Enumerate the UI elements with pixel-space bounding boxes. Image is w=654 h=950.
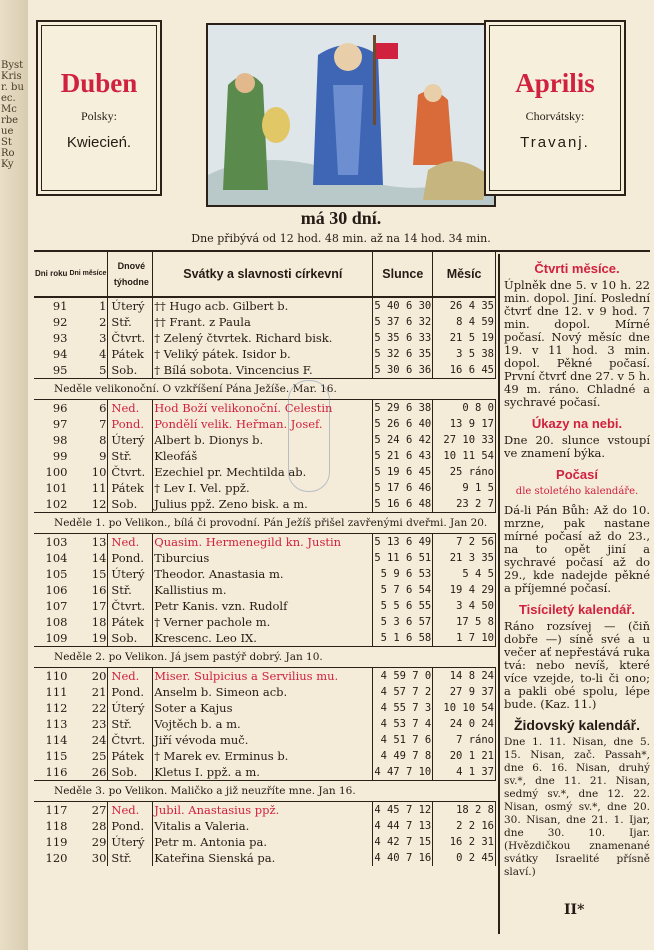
weekday: Stř.: [108, 850, 153, 866]
sun-times: 5 9 6 53: [373, 566, 433, 582]
feast-name: † Verner pachole m.: [153, 614, 373, 630]
day-of-month: 4: [68, 346, 107, 362]
weekday: Stř.: [108, 716, 153, 732]
day-of-month: 2: [68, 314, 107, 330]
day-of-month: 22: [68, 700, 107, 716]
day-row: [34, 582, 496, 598]
weekday: Úterý: [108, 700, 153, 716]
weekday: Pátek: [108, 614, 153, 630]
day-row: [34, 362, 496, 379]
sun-times: 5 35 6 33: [374, 332, 432, 344]
day-of-month: 5: [68, 362, 107, 379]
col-mesic: Měsíc: [433, 252, 496, 297]
calendar-table: [34, 252, 496, 866]
feast-name: Vojtěch b. a m.: [153, 716, 373, 732]
day-of-month: 15: [68, 566, 107, 582]
moon-times: 27 10 33: [433, 432, 496, 448]
weekday: Stř.: [108, 582, 153, 598]
day-of-month: 12: [68, 496, 107, 513]
moon-phases-text: Úplněk dne 5. v 10 h. 22 min. dopol. Jiní. Poslední čtvrť dne 12. v 9 hod. 7 min. dopol. Mírné počasí. Nový měsíc dne 19. v 11 hod. 3 min. dopol. Pěkné počasí. První čtvrť dne 27. v 5 h. 49 m. ráno. Chladné a sychravé počasí.: [504, 278, 650, 409]
day-of-year: 120: [45, 851, 68, 865]
moon-times: 2 2 16: [433, 818, 496, 834]
day-of-year: 91: [52, 299, 68, 313]
day-row: [34, 534, 496, 551]
day-row: [34, 314, 496, 330]
sun-times: 4 53 7 4: [373, 716, 433, 732]
moon-times: 26 4 35: [433, 297, 496, 314]
col-dni-roku: Dni roku: [34, 252, 68, 297]
moon-times: 23 2 7: [433, 496, 496, 513]
weekday: Sob.: [108, 764, 153, 781]
day-row: [34, 297, 496, 314]
moon-times: 18 2 8: [433, 802, 496, 819]
stamp-mark: [288, 380, 330, 492]
day-of-month: 13: [68, 534, 107, 551]
moon-times: 27 9 37: [433, 684, 496, 700]
sun-times: 5 13 6 49: [373, 534, 433, 551]
month-czech: Duben: [60, 68, 138, 98]
feast-name: Pondělí velik. Heřman. Josef.: [153, 416, 373, 432]
day-of-year: 98: [52, 433, 68, 447]
day-of-year: 109: [45, 631, 68, 645]
day-row: [34, 834, 496, 850]
sidebar: [504, 262, 650, 887]
sun-times: 5 32 6 35: [374, 348, 432, 360]
day-row: [34, 818, 496, 834]
day-of-year: 116: [45, 765, 68, 779]
weekday: Pátek: [108, 346, 153, 362]
moon-times: 21 3 35: [433, 550, 496, 566]
sun-times: 5 11 6 51: [374, 552, 432, 564]
day-of-month: 28: [68, 818, 107, 834]
day-of-year: 106: [45, 583, 68, 597]
polish-month: Kwiecień.: [66, 134, 132, 151]
weekday: Ned.: [108, 400, 153, 417]
feast-name: Jubil. Anastasius ppž.: [153, 802, 373, 819]
day-row: [34, 432, 496, 448]
day-of-month: 21: [68, 684, 107, 700]
feast-name: Kateřina Sienská pa.: [153, 850, 373, 866]
week-gospel-row: [34, 781, 496, 802]
feast-name: † Veliký pátek. Isidor b.: [153, 346, 373, 362]
sun-times: 5 5 6 55: [373, 598, 433, 614]
polish-label: Polsky:: [80, 109, 117, 123]
sun-times: 4 47 7 10: [373, 764, 433, 781]
day-row: [34, 700, 496, 716]
millennial-text: Ráno rozsívej — (čiň dobře —) síně své a u večer ať nepřestává ruka tvá: nebo nevíš, které více vzejde, to-li či ono; a pakli obé spolu, lépe bude. (Kaz. 11.): [504, 619, 650, 711]
weekday: Úterý: [108, 297, 153, 314]
calendar-page: [28, 0, 654, 950]
sun-times: 5 7 6 54: [373, 582, 433, 598]
feast-name: †† Frant. z Paula: [153, 314, 373, 330]
day-row: [34, 598, 496, 614]
feast-name: Tiburcius: [153, 550, 373, 566]
feast-name: Vitalis a Valeria.: [153, 818, 373, 834]
sky-text: Dne 20. slunce vstoupí ve znamení býka.: [504, 433, 650, 460]
feast-name: † Zelený čtvrtek. Richard bisk.: [153, 330, 373, 346]
day-of-year: 107: [45, 599, 68, 613]
weekday: Úterý: [108, 834, 153, 850]
sun-times: 5 37 6 32: [374, 316, 432, 328]
day-row: [34, 748, 496, 764]
day-row: [34, 684, 496, 700]
day-of-month: 18: [68, 614, 107, 630]
moon-times: 13 9 17: [433, 416, 496, 432]
moon-times: 19 4 29: [433, 582, 496, 598]
week-gospel-row: [34, 647, 496, 668]
day-row: [34, 496, 496, 513]
day-of-month: 29: [68, 834, 107, 850]
day-of-month: 25: [68, 748, 107, 764]
sun-times: 5 17 6 46: [374, 482, 432, 494]
feast-name: † Marek ev. Erminus b.: [153, 748, 373, 764]
moon-times: 10 10 54: [433, 700, 496, 716]
feast-name: Krescenc. Leo IX.: [153, 630, 373, 647]
croatian-month: Travanj.: [520, 134, 590, 151]
day-of-year: 94: [52, 347, 68, 361]
day-row: [34, 764, 496, 781]
moon-times: 16 6 45: [433, 362, 496, 379]
sun-times: 5 29 6 38: [373, 400, 433, 417]
weekday: Čtvrt.: [108, 598, 153, 614]
weather-subheading: dle stoletého kalendáře.: [515, 486, 639, 497]
weekday: Sob.: [108, 630, 153, 647]
moon-times: 1 7 10: [433, 630, 496, 647]
sun-times: 5 3 6 57: [373, 614, 433, 630]
feast-name: † Lev I. Vel. ppž.: [153, 480, 373, 496]
sun-times: 4 49 7 8: [373, 748, 433, 764]
moon-times: 5 4 5: [433, 566, 496, 582]
moon-phases-heading: Čtvrti měsíce.: [534, 261, 620, 276]
sun-times: 5 24 6 42: [374, 434, 432, 446]
feast-name: Quasim. Hermenegild kn. Justin: [153, 534, 373, 551]
feast-name: Petr m. Antonia pa.: [153, 834, 373, 850]
sun-times: 4 40 7 16: [374, 852, 432, 864]
gospel-text: Neděle velikonoční. O vzkříšení Pána Ježíše. Mar. 16.: [34, 379, 496, 400]
feast-name: Hod Boží velikonoční. Celestin: [153, 400, 373, 417]
day-row: [34, 716, 496, 732]
moon-times: 14 8 24: [433, 668, 496, 685]
day-of-month: 30: [68, 850, 107, 866]
day-of-month: 9: [68, 448, 107, 464]
month-latin: Aprilis: [515, 68, 595, 98]
gospel-text: Neděle 1. po Velikon., bílá či provodní. Pán Ježíš přišel zavřenými dveřmi. Jan 20.: [34, 513, 496, 534]
moon-times: 9 1 5: [433, 480, 496, 496]
day-row: [34, 614, 496, 630]
feast-name: Kallistius m.: [153, 582, 373, 598]
moon-times: 7 2 56: [433, 534, 496, 551]
day-of-month: 1: [68, 297, 107, 314]
weekday: Čtvrt.: [108, 464, 153, 480]
day-of-year: 93: [52, 331, 68, 345]
day-of-month: 10: [68, 464, 107, 480]
day-of-month: 16: [68, 582, 107, 598]
day-of-year: 105: [45, 567, 68, 581]
moon-times: 7 ráno: [433, 732, 496, 748]
day-of-year: 110: [45, 669, 68, 683]
day-of-year: 108: [45, 615, 68, 629]
weekday: Sob.: [108, 362, 153, 379]
sun-times: 5 1 6 58: [373, 630, 433, 647]
sky-heading: Úkazy na nebi.: [531, 416, 623, 431]
col-svatky: Svátky a slavnosti církevní: [153, 252, 373, 297]
col-dni-mesice: Dni měsíce: [68, 252, 107, 297]
month-length: má 30 dní.: [300, 208, 382, 228]
sun-times: 5 21 6 43: [374, 450, 432, 462]
day-of-year: 119: [45, 835, 68, 849]
day-of-year: 113: [45, 717, 68, 731]
moon-times: 3 5 38: [433, 346, 496, 362]
moon-times: 0 2 45: [433, 850, 496, 866]
weekday: Ned.: [108, 668, 153, 685]
day-of-year: 97: [52, 417, 68, 431]
col-slunce: Slunce: [373, 252, 433, 297]
day-row: [34, 732, 496, 748]
day-of-year: 115: [45, 749, 68, 763]
weekday: Pond.: [108, 818, 153, 834]
feast-name: Kletus I. ppž. a m.: [153, 764, 373, 781]
feast-name: Petr Kanis. vzn. Rudolf: [153, 598, 373, 614]
sun-times: 5 16 6 48: [373, 496, 433, 513]
col-dnove: Dnové týhodne: [108, 252, 153, 297]
previous-page-edge: [0, 0, 28, 950]
day-of-month: 23: [68, 716, 107, 732]
sun-times: 4 59 7 0: [373, 668, 433, 685]
moon-times: 3 4 50: [433, 598, 496, 614]
moon-times: 8 4 59: [433, 314, 496, 330]
day-of-month: 27: [68, 802, 107, 819]
day-row: [34, 464, 496, 480]
resurrection-illustration: [206, 23, 496, 207]
day-row: [34, 566, 496, 582]
day-row: [34, 850, 496, 866]
day-of-year: 99: [52, 449, 68, 463]
day-row: [34, 330, 496, 346]
sun-times: 4 57 7 2: [373, 684, 433, 700]
sun-times: 5 26 6 40: [374, 418, 432, 430]
day-of-month: 11: [68, 480, 107, 496]
day-of-month: 8: [68, 432, 107, 448]
weekday: Pátek: [108, 480, 153, 496]
day-of-year: 114: [45, 733, 68, 747]
jewish-heading: Židovský kalendář.: [513, 717, 641, 733]
croatian-month-box: [484, 20, 626, 196]
gospel-text: Neděle 3. po Velikon. Maličko a již neuzříte mne. Jan 16.: [34, 781, 496, 802]
weekday: Pond.: [108, 416, 153, 432]
day-of-month: 6: [68, 400, 107, 417]
week-gospel-row: [34, 379, 496, 400]
sun-times: 5 30 6 36: [373, 362, 433, 379]
feast-name: Anselm b. Simeon acb.: [153, 684, 373, 700]
moon-times: 25 ráno: [433, 464, 496, 480]
moon-times: 10 11 54: [433, 448, 496, 464]
sun-times: 4 44 7 13: [374, 820, 432, 832]
weather-heading: Počasí: [556, 467, 598, 482]
day-of-month: 19: [68, 630, 107, 647]
feast-name: Ezechiel pr. Mechtilda ab.: [153, 464, 373, 480]
moon-times: 17 5 8: [433, 614, 496, 630]
sun-times: 4 45 7 12: [373, 802, 433, 819]
sun-times: 4 42 7 15: [374, 836, 432, 848]
moon-times: 0 8 0: [433, 400, 496, 417]
weekday: Sob.: [108, 496, 153, 513]
weekday: Stř.: [108, 314, 153, 330]
weekday: Čtvrt.: [108, 330, 153, 346]
feast-name: Theodor. Anastasia m.: [153, 566, 373, 582]
day-row: [34, 346, 496, 362]
sun-times: 5 19 6 45: [374, 466, 432, 478]
polish-month-box: [36, 20, 162, 196]
day-of-month: 7: [68, 416, 107, 432]
weekday: Pond.: [108, 684, 153, 700]
feast-name: Julius ppž. Zeno bisk. a m.: [153, 496, 373, 513]
day-of-year: 101: [45, 481, 68, 495]
sun-times: 4 55 7 3: [373, 700, 433, 716]
moon-times: 21 5 19: [433, 330, 496, 346]
day-of-month: 24: [68, 732, 107, 748]
day-of-month: 3: [68, 330, 107, 346]
feast-name: Miser. Sulpicius a Servilius mu.: [153, 668, 373, 685]
day-row: [34, 630, 496, 647]
weekday: Úterý: [108, 432, 153, 448]
day-of-year: 92: [52, 315, 68, 329]
feast-name: † Bílá sobota. Vincencius F.: [153, 362, 373, 379]
day-of-year: 117: [45, 803, 68, 817]
table-header: [34, 252, 496, 297]
weekday: Stř.: [108, 448, 153, 464]
day-of-year: 102: [45, 497, 68, 511]
column-divider: [498, 254, 500, 934]
day-row: [34, 400, 496, 417]
moon-times: 24 0 24: [433, 716, 496, 732]
day-of-month: 14: [68, 550, 107, 566]
spine-text: Byst Kris r. bu ec. Mc rbe ue St Ro Ky: [1, 60, 24, 170]
day-of-year: 104: [45, 551, 68, 565]
feast-name: Jiří vévoda muč.: [153, 732, 373, 748]
day-row: [34, 802, 496, 819]
feast-name: Albert b. Dionys b.: [153, 432, 373, 448]
feast-name: Kleofáš: [153, 448, 373, 464]
day-of-month: 20: [68, 668, 107, 685]
feast-name: †† Hugo acb. Gilbert b.: [153, 297, 373, 314]
day-row: [34, 416, 496, 432]
page-signature: II*: [564, 902, 585, 918]
sun-times: 5 40 6 30: [373, 297, 433, 314]
day-row: [34, 668, 496, 685]
weather-text: Dá-li Pán Bůh: Až do 10. mrzne, pak nastane mírné počasí až do 23., na to opět jiní a sychravé počasí až do 29., kde nadejde pěkné a příjemné počasí.: [504, 503, 650, 595]
day-of-year: 96: [52, 401, 68, 415]
day-of-month: 17: [68, 598, 107, 614]
day-row: [34, 480, 496, 496]
sun-times: 4 51 7 6: [373, 732, 433, 748]
weekday: Ned.: [108, 802, 153, 819]
week-gospel-row: [34, 513, 496, 534]
weekday: Úterý: [108, 566, 153, 582]
day-of-year: 103: [45, 535, 68, 549]
weekday: Čtvrt.: [108, 732, 153, 748]
day-of-year: 95: [52, 363, 68, 377]
weekday: Ned.: [108, 534, 153, 551]
croatian-label: Chorvátsky:: [525, 109, 585, 123]
day-of-year: 112: [45, 701, 68, 715]
moon-times: 20 1 21: [433, 748, 496, 764]
gospel-text: Neděle 2. po Velikon. Já jsem pastýř dobrý. Jan 10.: [34, 647, 496, 668]
day-of-month: 26: [68, 764, 107, 781]
moon-times: 16 2 31: [433, 834, 496, 850]
day-of-year: 111: [45, 685, 68, 699]
day-of-year: 100: [45, 465, 68, 479]
moon-times: 4 1 37: [433, 764, 496, 781]
day-of-year: 118: [45, 819, 68, 833]
day-row: [34, 550, 496, 566]
jewish-text: Dne 1. 11. Nisan, dne 5. 15. Nisan, zač. Passah*, dne 6. 16. Nisan, druhý sv.*, dne 11. 21. Nisan, sedmý sv.*, dne 12. 22. Nisan, osmý sv.*, dne 20. 30. Nisan, dne 21. 1. Ijar, dne 30. 10. Ijar. (Hvězdičkou znamenané svátky Israelité přísně slaví.): [504, 736, 650, 878]
millennial-heading: Tisíciletý kalendář.: [518, 602, 636, 617]
day-length-note: Dne přibývá od 12 hod. 48 min. až na 14 hod. 34 min.: [191, 232, 491, 245]
weekday: Pond.: [108, 550, 153, 566]
day-row: [34, 448, 496, 464]
weekday: Pátek: [108, 748, 153, 764]
feast-name: Soter a Kajus: [153, 700, 373, 716]
